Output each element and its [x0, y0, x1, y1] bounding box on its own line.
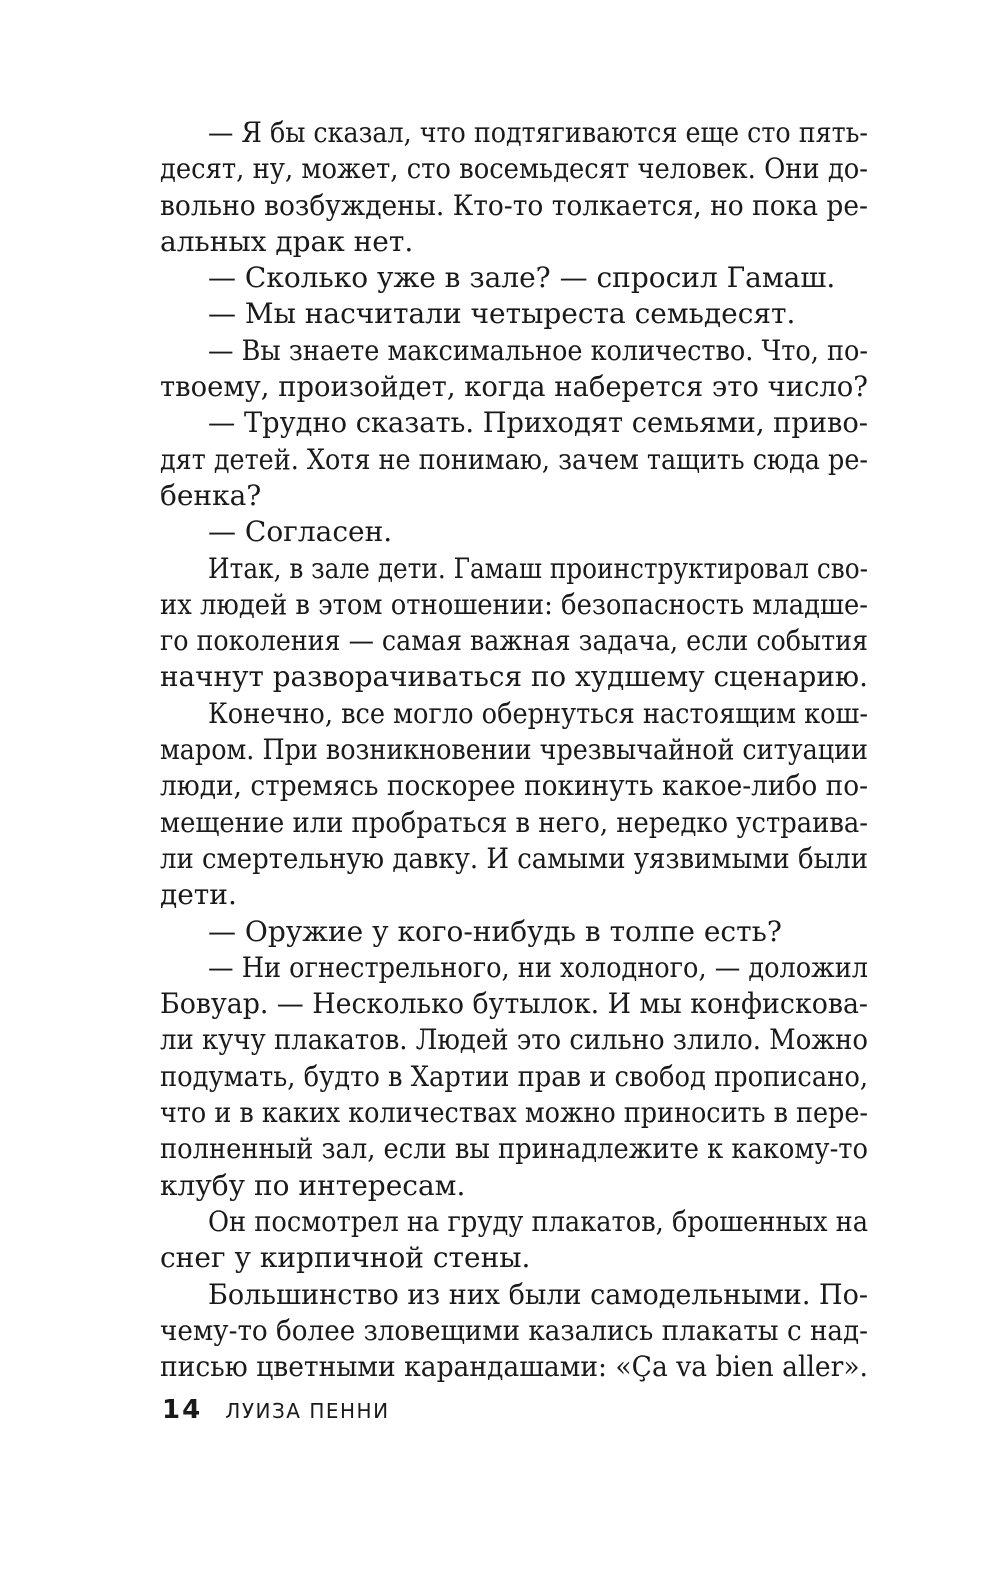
text-line: десят, ну, может, сто восемьдесят человек. Они до- — [160, 152, 868, 186]
text-line: Он посмотрел на груду плакатов, брошенных на — [208, 1204, 868, 1238]
text-line: — Сколько уже в зале? — спросил Гамаш. — [208, 261, 836, 295]
text-line: снег у кирпичной стены. — [160, 1241, 531, 1275]
text-line: полненный зал, если вы принадлежите к какому-то — [160, 1132, 868, 1166]
text-line: — Согласен. — [208, 515, 393, 549]
text-line: подумать, будто в Хартии прав и свобод прописано, — [160, 1059, 868, 1093]
text-line: — Мы насчитали четыреста семьдесят. — [208, 297, 796, 331]
text-line: вольно возбуждены. Кто-то толкается, но пока ре- — [160, 188, 868, 222]
body-text — [160, 115, 868, 1385]
text-line: альных драк нет. — [160, 224, 414, 258]
text-line: дят детей. Хотя не понимаю, зачем тащить сюда ре- — [160, 442, 868, 476]
text-line: чему-то более зловещими казались плакаты с над- — [160, 1313, 868, 1347]
text-line: клубу по интересам. — [160, 1168, 466, 1202]
text-line: мещение или пробраться в него, нередко устраива- — [160, 805, 868, 839]
text-line: бенка? — [160, 478, 262, 512]
text-line: — Трудно сказать. Приходят семьями, приво- — [208, 406, 868, 440]
text-line: ли кучу плакатов. Людей это сильно злило. Можно — [160, 1023, 868, 1057]
text-line: маром. При возникновении чрезвычайной ситуации — [160, 733, 868, 767]
text-line: Бовуар. — Несколько бутылок. И мы конфискова- — [160, 987, 868, 1021]
text-line: люди, стремясь поскорее покинуть какое-либо по- — [160, 769, 868, 803]
running-head-author: ЛУИЗА ПЕННИ — [225, 1399, 390, 1423]
text-line: писью цветными карандашами: «Ça va bien aller». — [160, 1350, 868, 1384]
text-line: — Ни огнестрельного, ни холодного, — доложил — [208, 950, 868, 984]
page-number: 14 — [162, 1395, 203, 1425]
text-line: — Вы знаете максимальное количество. Что, по- — [208, 333, 868, 367]
text-line: го поколения — самая важная задача, если события — [160, 624, 868, 658]
text-line: их людей в этом отношении: безопасность младше- — [160, 587, 868, 621]
text-line: Итак, в зале дети. Гамаш проинструктировал сво- — [208, 551, 868, 585]
text-line: — Оружие у кого-нибудь в толпе есть? — [208, 914, 782, 948]
text-line: дети. — [160, 878, 237, 912]
page-footer — [162, 1395, 390, 1425]
text-line: ли смертельную давку. И самыми уязвимыми были — [160, 841, 868, 875]
text-line: Большинство из них были самодельными. По- — [208, 1277, 868, 1311]
text-line: — Я бы сказал, что подтягиваются еще сто пять- — [208, 116, 868, 149]
text-line: начнут разворачиваться по худшему сценарию. — [160, 660, 868, 694]
text-line: что и в каких количествах можно приносить в пере- — [160, 1096, 868, 1130]
text-line: твоему, произойдет, когда наберется это число? — [160, 370, 868, 404]
text-line: Конечно, все могло обернуться настоящим кош- — [208, 696, 868, 730]
